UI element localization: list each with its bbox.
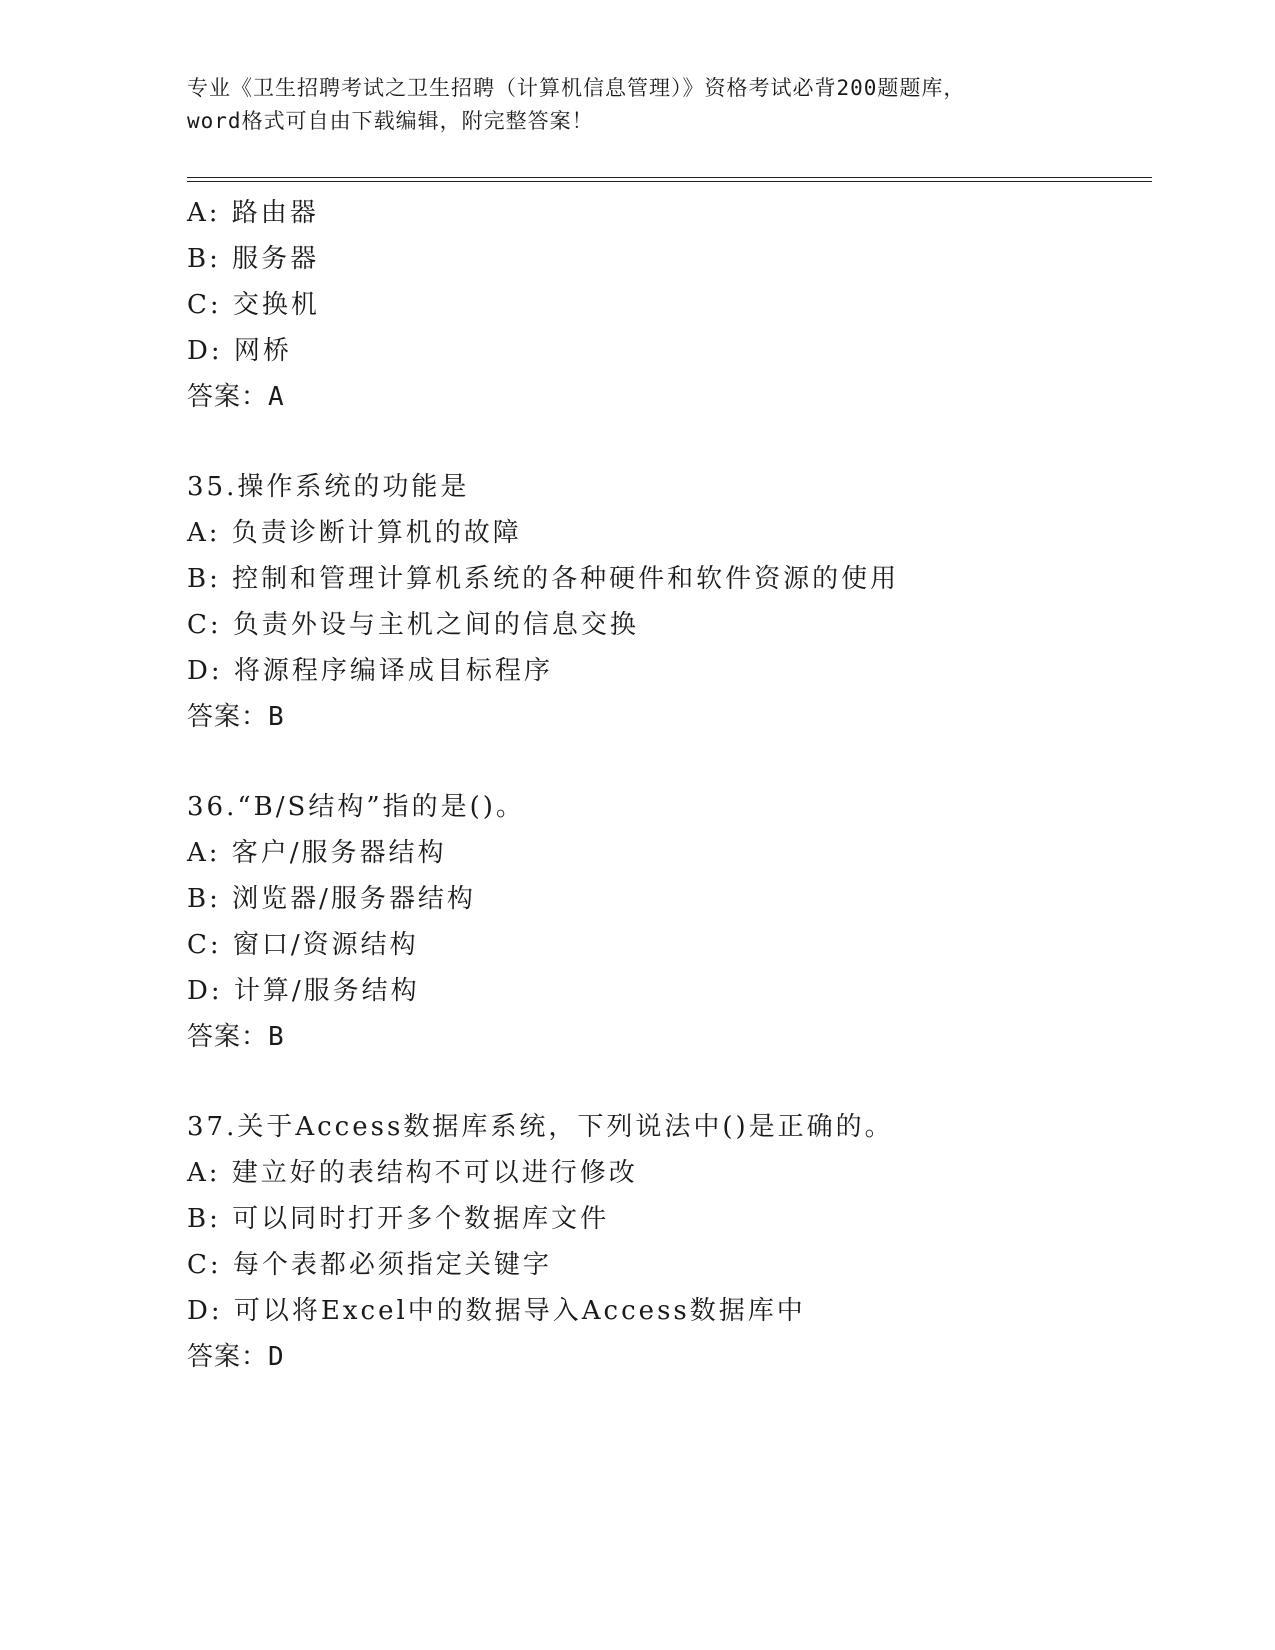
option-c: C: 每个表都必须指定关键字 — [187, 1250, 552, 1280]
question-35 — [187, 464, 1147, 740]
question-stem: 36.“B/S结构”指的是()。 — [187, 792, 525, 822]
option-c: C: 交换机 — [187, 290, 320, 320]
option-d: D: 可以将Excel中的数据导入Access数据库中 — [187, 1296, 806, 1326]
header-divider-top — [187, 177, 1152, 178]
question-list — [187, 190, 1147, 1380]
option-a: A: 负责诊断计算机的故障 — [187, 518, 522, 548]
option-d: D: 计算/服务结构 — [187, 976, 420, 1006]
answer-line: 答案：B — [187, 1022, 285, 1052]
question-36 — [187, 784, 1147, 1060]
question-37 — [187, 1104, 1147, 1380]
question-stem: 35.操作系统的功能是 — [187, 472, 470, 502]
option-a: A: 客户/服务器结构 — [187, 838, 447, 868]
option-b: B: 可以同时打开多个数据库文件 — [187, 1204, 610, 1234]
option-b: B: 控制和管理计算机系统的各种硬件和软件资源的使用 — [187, 564, 900, 594]
question-stem: 37.关于Access数据库系统，下列说法中()是正确的。 — [187, 1112, 894, 1142]
option-d: D: 将源程序编译成目标程序 — [187, 656, 553, 686]
document-header — [187, 72, 1087, 138]
answer-line: 答案：B — [187, 702, 285, 732]
option-c: C: 负责外设与主机之间的信息交换 — [187, 610, 639, 640]
option-b: B: 服务器 — [187, 244, 320, 274]
option-a: A: 路由器 — [187, 198, 319, 228]
option-d: D: 网桥 — [187, 336, 292, 366]
question-34 — [187, 190, 1147, 420]
header-divider-bottom — [187, 181, 1152, 182]
answer-line: 答案：A — [187, 382, 285, 412]
option-a: A: 建立好的表结构不可以进行修改 — [187, 1158, 638, 1188]
header-title-line: 专业《卫生招聘考试之卫生招聘（计算机信息管理）》资格考试必背200题题库， — [187, 76, 966, 100]
option-c: C: 窗口/资源结构 — [187, 930, 419, 960]
header-subtitle-line: word格式可自由下载编辑，附完整答案！ — [187, 109, 594, 133]
option-b: B: 浏览器/服务器结构 — [187, 884, 476, 914]
answer-line: 答案：D — [187, 1342, 285, 1372]
